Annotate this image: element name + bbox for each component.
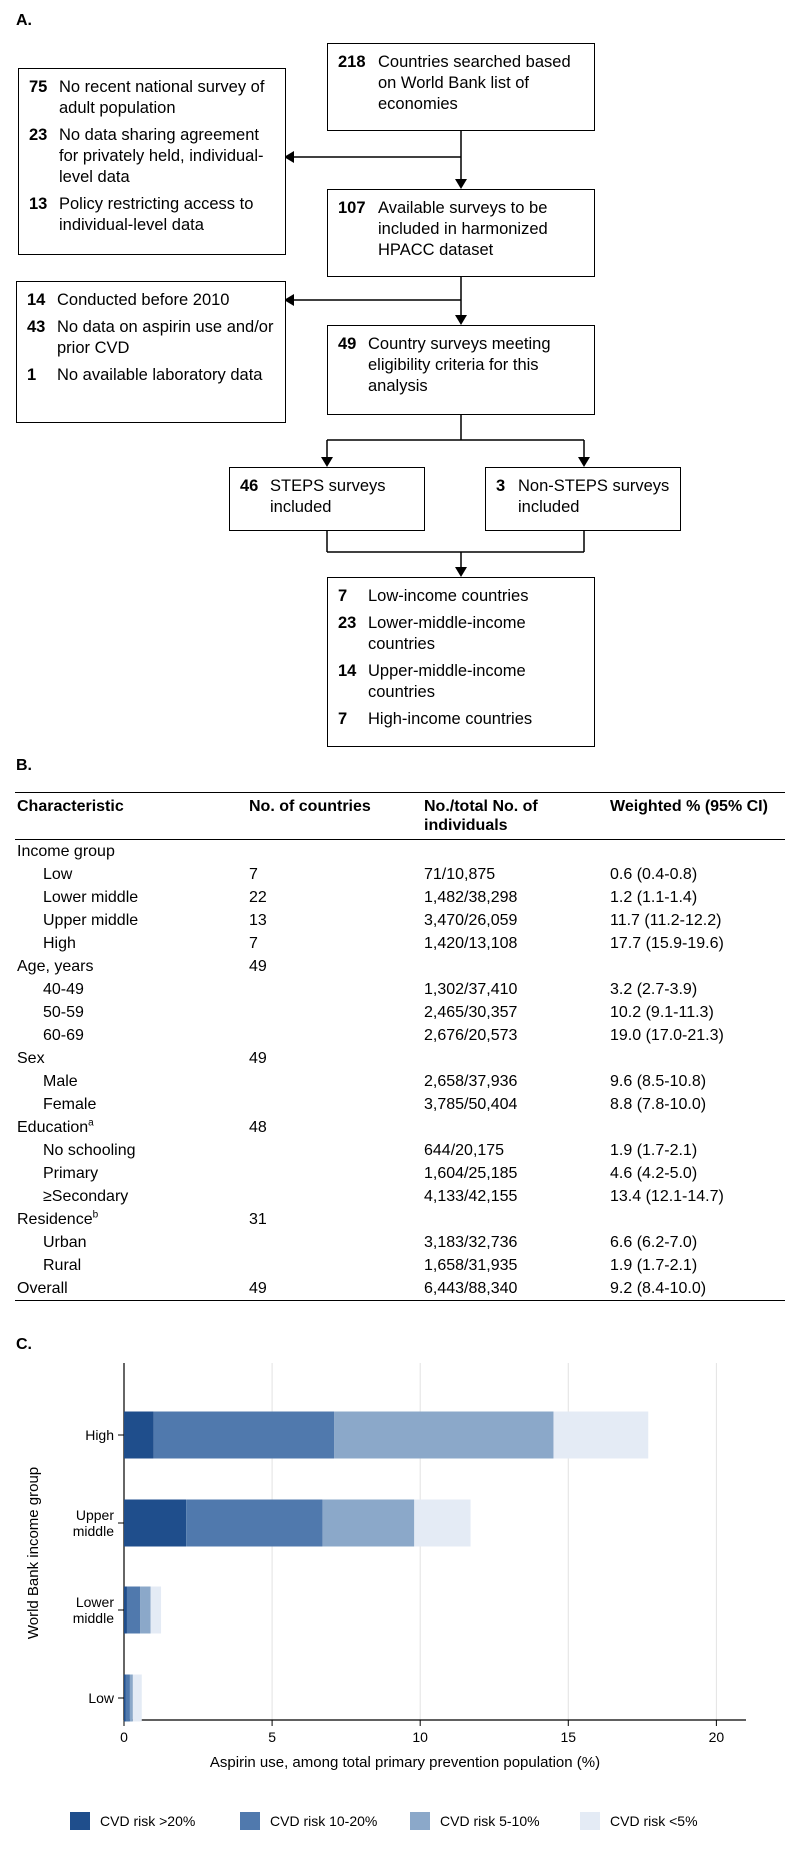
- cell-countries: [247, 1001, 422, 1024]
- cell-characteristic: Urban: [43, 1234, 87, 1251]
- aspirin-bar-chart: [0, 1355, 800, 1805]
- y-tick-label: High: [85, 1427, 114, 1443]
- cell-individuals: 1,482/38,298: [424, 889, 518, 906]
- cell-countries: 48: [249, 1119, 267, 1136]
- y-tick-label: Upper middle: [72, 1507, 114, 1539]
- cell-countries: 31: [249, 1211, 267, 1228]
- cell-weighted: 11.7 (11.2-12.2): [610, 912, 722, 929]
- table-row: [15, 886, 785, 909]
- y-axis-title: World Bank income group: [25, 1466, 42, 1640]
- cell-characteristic: 50-59: [43, 1004, 84, 1021]
- cell-characteristic: 40-49: [43, 981, 84, 998]
- cell-weighted: 1.2 (1.1-1.4): [610, 889, 698, 906]
- cell-countries: 7: [249, 866, 258, 883]
- legend-label: CVD risk <5%: [610, 1813, 698, 1829]
- cell-individuals: 3,785/50,404: [424, 1096, 518, 1113]
- cell-weighted: [608, 840, 785, 864]
- cell-countries: 7: [249, 935, 258, 952]
- cell-individuals: 1,658/31,935: [424, 1257, 518, 1274]
- bar-segment: [124, 1500, 186, 1547]
- cell-countries: 49: [247, 1277, 422, 1301]
- table-row: [15, 1047, 785, 1070]
- cell-countries: [247, 1070, 422, 1093]
- legend-swatch: [410, 1812, 430, 1830]
- legend-swatch: [580, 1812, 600, 1830]
- cell-characteristic: High: [43, 935, 76, 952]
- cell-countries: 13: [249, 912, 267, 929]
- cell-individuals: [422, 1208, 608, 1231]
- bar-segment: [130, 1675, 133, 1722]
- cell-individuals: 71/10,875: [424, 866, 496, 883]
- x-tick-label: 15: [560, 1729, 577, 1745]
- cell-weighted: [608, 1208, 785, 1231]
- cell-countries: [247, 1254, 422, 1277]
- bar-segment: [124, 1412, 154, 1459]
- col-header-countries: No. of countries: [247, 793, 422, 840]
- cell-countries: 49: [249, 1050, 267, 1067]
- cell-weighted: 8.8 (7.8-10.0): [610, 1096, 707, 1113]
- cell-weighted: [608, 1116, 785, 1139]
- available-surveys-box: 107 Available surveys to be included in harmonized HPACC dataset: [327, 189, 595, 277]
- table-row: [15, 1231, 785, 1254]
- legend-item: [580, 1812, 750, 1830]
- cell-countries: [247, 1162, 422, 1185]
- cell-countries: [247, 978, 422, 1001]
- legend-item: [240, 1812, 410, 1830]
- bar-segment: [127, 1587, 140, 1634]
- table-row: [15, 1024, 785, 1047]
- legend-label: CVD risk 5-10%: [440, 1813, 540, 1829]
- steps-surveys-box: 46 STEPS surveys included: [229, 467, 425, 531]
- eligible-surveys-box: 49 Country surveys meeting eligibility criteria for this analysis: [327, 325, 595, 415]
- y-tick-label: Lower middle: [72, 1594, 114, 1626]
- characteristics-table: [15, 792, 785, 1301]
- legend-item: [70, 1812, 240, 1830]
- table-row: [15, 840, 785, 864]
- footnote-marker: a: [88, 1117, 94, 1129]
- bar-segment: [186, 1500, 322, 1547]
- cell-countries: 22: [249, 889, 267, 906]
- income-groups-box: 7 Low-income countries 23 Lower-middle-income countries 14 Upper-middle-income countries 7 High-income countries: [327, 577, 595, 747]
- cell-weighted: 4.6 (4.2-5.0): [610, 1165, 698, 1182]
- cell-characteristic: Residence$^b$: [17, 1209, 99, 1228]
- cell-countries: 49: [249, 958, 267, 975]
- bar-segment: [124, 1675, 125, 1722]
- cell-characteristic: Male: [43, 1073, 78, 1090]
- cell-individuals: 1,302/37,410: [424, 981, 518, 998]
- section-c-label: C.: [16, 1336, 32, 1353]
- bar-segment: [151, 1587, 161, 1634]
- cell-weighted: 9.2 (8.4-10.0): [608, 1277, 785, 1301]
- table-row: [15, 1070, 785, 1093]
- table-row: [15, 1001, 785, 1024]
- cell-countries: [247, 840, 422, 864]
- x-tick-label: 20: [708, 1729, 725, 1745]
- cell-characteristic: No schooling: [43, 1142, 136, 1159]
- countries-searched-box: 218 Countries searched based on World Bank list of economies: [327, 43, 595, 131]
- cell-characteristic: Rural: [43, 1257, 82, 1274]
- x-axis-title: Aspirin use, among total primary prevention population (%): [209, 1754, 601, 1771]
- bar-segment: [553, 1412, 648, 1459]
- cell-characteristic: Female: [43, 1096, 97, 1113]
- table-row: [15, 932, 785, 955]
- cell-characteristic: ≥Secondary: [43, 1188, 129, 1205]
- cell-individuals: 4,133/42,155: [424, 1188, 518, 1205]
- table-row: [15, 1093, 785, 1116]
- cell-individuals: [422, 840, 608, 864]
- table-row: [15, 955, 785, 978]
- cell-individuals: [422, 955, 608, 978]
- cell-individuals: [422, 1047, 608, 1070]
- cell-individuals: 2,658/37,936: [424, 1073, 518, 1090]
- bar-segment: [133, 1675, 142, 1722]
- cell-individuals: 3,183/32,736: [424, 1234, 518, 1251]
- x-tick-label: 5: [268, 1729, 276, 1745]
- footnote-marker: b: [92, 1209, 99, 1221]
- legend-label: CVD risk >20%: [100, 1813, 196, 1829]
- cell-individuals: 1,420/13,108: [424, 935, 518, 952]
- chart-legend: [70, 1812, 750, 1830]
- cell-weighted: 19.0 (17.0-21.3): [610, 1027, 724, 1044]
- legend-label: CVD risk 10-20%: [270, 1813, 378, 1829]
- cell-individuals: [422, 1116, 608, 1139]
- table-row: [15, 1208, 785, 1231]
- bar-segment: [125, 1675, 129, 1722]
- table-row: [15, 1254, 785, 1277]
- cell-individuals: 3,470/26,059: [424, 912, 518, 929]
- cell-weighted: 17.7 (15.9-19.6): [610, 935, 724, 952]
- cell-weighted: 1.9 (1.7-2.1): [610, 1142, 698, 1159]
- table-row: [15, 978, 785, 1001]
- cell-individuals: 644/20,175: [424, 1142, 505, 1159]
- cell-weighted: 9.6 (8.5-10.8): [610, 1073, 707, 1090]
- cell-individuals: 1,604/25,185: [424, 1165, 518, 1182]
- cell-characteristic: 60-69: [43, 1027, 84, 1044]
- cell-weighted: 1.9 (1.7-2.1): [610, 1257, 698, 1274]
- cell-characteristic: Education$^a$: [17, 1117, 94, 1136]
- cell-individuals: 2,676/20,573: [424, 1027, 518, 1044]
- cell-countries: [247, 1185, 422, 1208]
- legend-swatch: [240, 1812, 260, 1830]
- x-tick-label: 0: [120, 1729, 128, 1745]
- cell-individuals: 6,443/88,340: [422, 1277, 608, 1301]
- cell-characteristic: Sex: [17, 1050, 45, 1067]
- col-header-characteristic: Characteristic: [15, 793, 247, 840]
- bar-segment: [154, 1412, 335, 1459]
- cell-weighted: 6.6 (6.2-7.0): [610, 1234, 698, 1251]
- cell-characteristic: Overall: [15, 1277, 247, 1301]
- cell-characteristic: Low: [43, 866, 73, 883]
- cell-weighted: [608, 1047, 785, 1070]
- cell-characteristic: Income group: [17, 843, 115, 860]
- cell-characteristic: Upper middle: [43, 912, 139, 929]
- section-b-label: B.: [16, 757, 32, 774]
- cell-characteristic: Age, years: [17, 958, 94, 975]
- cell-weighted: 13.4 (12.1-14.7): [610, 1188, 724, 1205]
- table-row: [15, 1277, 785, 1301]
- table-row: [15, 1162, 785, 1185]
- col-header-weighted: Weighted % (95% CI): [608, 793, 785, 840]
- table-row: [15, 1185, 785, 1208]
- cell-countries: [247, 1139, 422, 1162]
- bar-segment: [414, 1500, 470, 1547]
- legend-swatch: [70, 1812, 90, 1830]
- nonsteps-surveys-box: 3 Non-STEPS surveys included: [485, 467, 681, 531]
- cell-countries: [247, 1093, 422, 1116]
- cell-characteristic: Lower middle: [43, 889, 139, 906]
- section-a-label: A.: [16, 12, 32, 29]
- legend-item: [410, 1812, 580, 1830]
- bar-segment: [124, 1587, 127, 1634]
- table-row: [15, 909, 785, 932]
- x-tick-label: 10: [412, 1729, 428, 1745]
- bar-segment: [334, 1412, 553, 1459]
- table-row: [15, 863, 785, 886]
- cell-weighted: 10.2 (9.1-11.3): [610, 1004, 714, 1021]
- cell-countries: [247, 1231, 422, 1254]
- col-header-individuals: No./total No. of individuals: [422, 793, 608, 840]
- cell-weighted: [608, 955, 785, 978]
- cell-countries: [247, 1024, 422, 1047]
- y-tick-label: Low: [88, 1690, 114, 1706]
- cell-weighted: 3.2 (2.7-3.9): [610, 981, 698, 998]
- cell-weighted: 0.6 (0.4-0.8): [610, 866, 698, 883]
- table-row: [15, 1139, 785, 1162]
- cell-characteristic: Primary: [43, 1165, 99, 1182]
- bar-segment: [322, 1500, 414, 1547]
- table-body: [15, 840, 785, 1301]
- cell-individuals: 2,465/30,357: [424, 1004, 518, 1021]
- table-header-row: [15, 793, 785, 840]
- exclusion-box-1: 75 No recent national survey of adult population 23 No data sharing agreement for privately held, individual-level data 13 Policy restricting access to individual-level data: [18, 68, 286, 255]
- exclusion-box-2: 14 Conducted before 2010 43 No data on aspirin use and/or prior CVD 1 No available laboratory data: [16, 281, 286, 423]
- table-row: [15, 1116, 785, 1139]
- bar-segment: [140, 1587, 150, 1634]
